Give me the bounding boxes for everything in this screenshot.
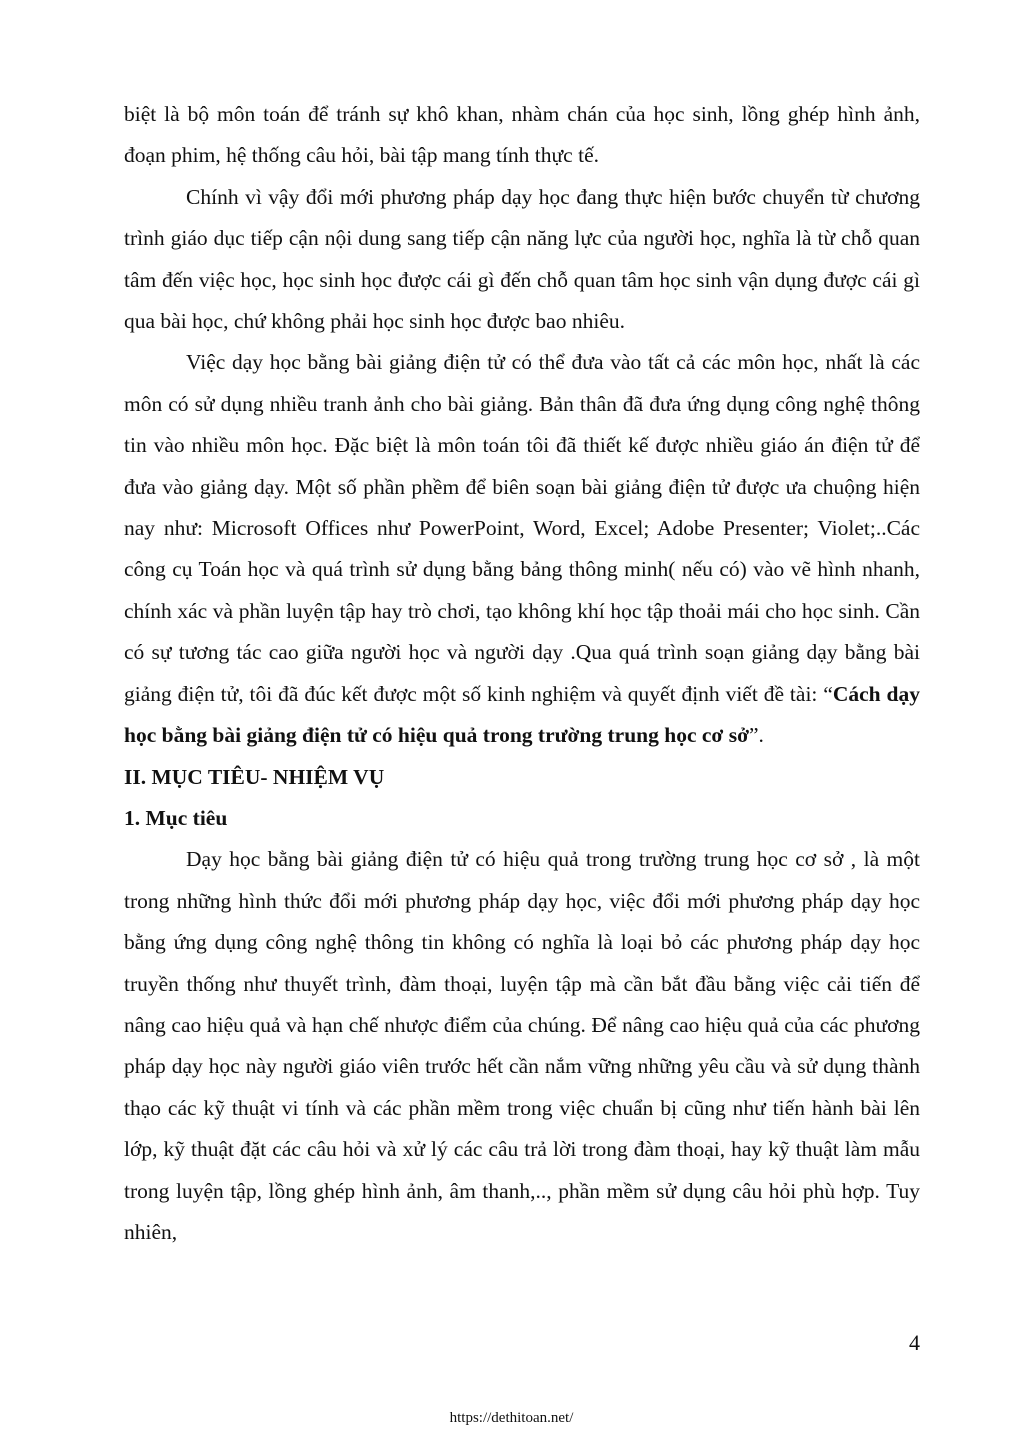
paragraph-3	[124, 342, 920, 756]
subsection-heading: 1. Mục tiêu	[124, 805, 228, 830]
page-number: 4	[909, 1330, 920, 1355]
paragraph-2: Chính vì vậy đổi mới phương pháp dạy học đang thực hiện bước chuyển từ chương trình giáo dục tiếp cận nội dung sang tiếp cận năng lực của người học, nghĩa là từ chỗ quan tâm đến việc học, học sinh học được cái gì đến chỗ quan tâm học sinh vận dụng được cái gì qua bài học, chứ không phải học sinh học được bao nhiêu.	[124, 184, 920, 334]
page-content	[124, 94, 920, 1253]
paragraph-4: Dạy học bằng bài giảng điện tử có hiệu quả trong trường trung học cơ sở , là một trong những hình thức đổi mới phương pháp dạy học, việc đổi mới phương pháp dạy học bằng ứng dụng công nghệ thông tin không có nghĩa là loại bỏ các phương pháp dạy học truyền thống như thuyết trình, đàm thoại, luyện tập mà cần bắt đầu bằng việc cải tiến để nâng cao hiệu quả và hạn chế nhược điểm của chúng. Để nâng cao hiệu quả của các phương pháp dạy học này người giáo viên trước hết cần nắm vững những yêu cầu và sử dụng thành thạo các kỹ thuật vi tính và các phần mềm trong việc chuẩn bị cũng như tiến hành bài lên lớp, kỹ thuật đặt các câu hỏi và xử lý các câu trả lời trong đàm thoại, hay kỹ thuật làm mẫu trong luyện tập, lồng ghép hình ảnh, âm thanh,.., phần mềm sử dụng câu hỏi phù hợp. Tuy nhiên,	[124, 847, 920, 1244]
section-heading: II. MỤC TIÊU- NHIỆM VỤ	[124, 764, 385, 789]
footer-url: https://dethitoan.net/	[449, 1410, 574, 1426]
paragraph-3-text: Việc dạy học bằng bài giảng điện tử có thể đưa vào tất cả các môn học, nhất là các môn có sử dụng nhiều tranh ảnh cho bài giảng. Bản thân đã đưa ứng dụng công nghệ thông tin vào nhiều môn học. Đặc biệt là môn toán tôi đã thiết kế được nhiều giáo án điện tử để đưa vào giảng dạy. Một số phần phềm để biên soạn bài giảng điện tử được ưa chuộng hiện nay như: Microsoft Offices như PowerPoint, Word, Excel; Adobe Presenter; Violet;..Các công cụ Toán học và quá trình sử dụng bằng bảng thông minh( nếu có) vào vẽ hình nhanh, chính xác và phần luyện tập hay trò chơi, tạo không khí học tập thoải mái cho học sinh. Cần có sự tương tác cao giữa người học và người dạy .Qua quá trình soạn giảng dạy bằng bài giảng điện tử, tôi đã đúc kết được một số kinh nghiệm và quyết định viết đề tài: “	[124, 350, 920, 706]
paragraph-3-end: ”.	[748, 723, 764, 748]
paragraph-1: biệt là bộ môn toán để tránh sự khô khan, nhàm chán của học sinh, lồng ghép hình ảnh, đoạn phim, hệ thống câu hỏi, bài tập mang tính thực tế.	[124, 102, 920, 168]
thesis-title: Cách dạy học bằng bài giảng điện tử có hiệu quả trong trường trung học cơ sở	[124, 681, 921, 748]
